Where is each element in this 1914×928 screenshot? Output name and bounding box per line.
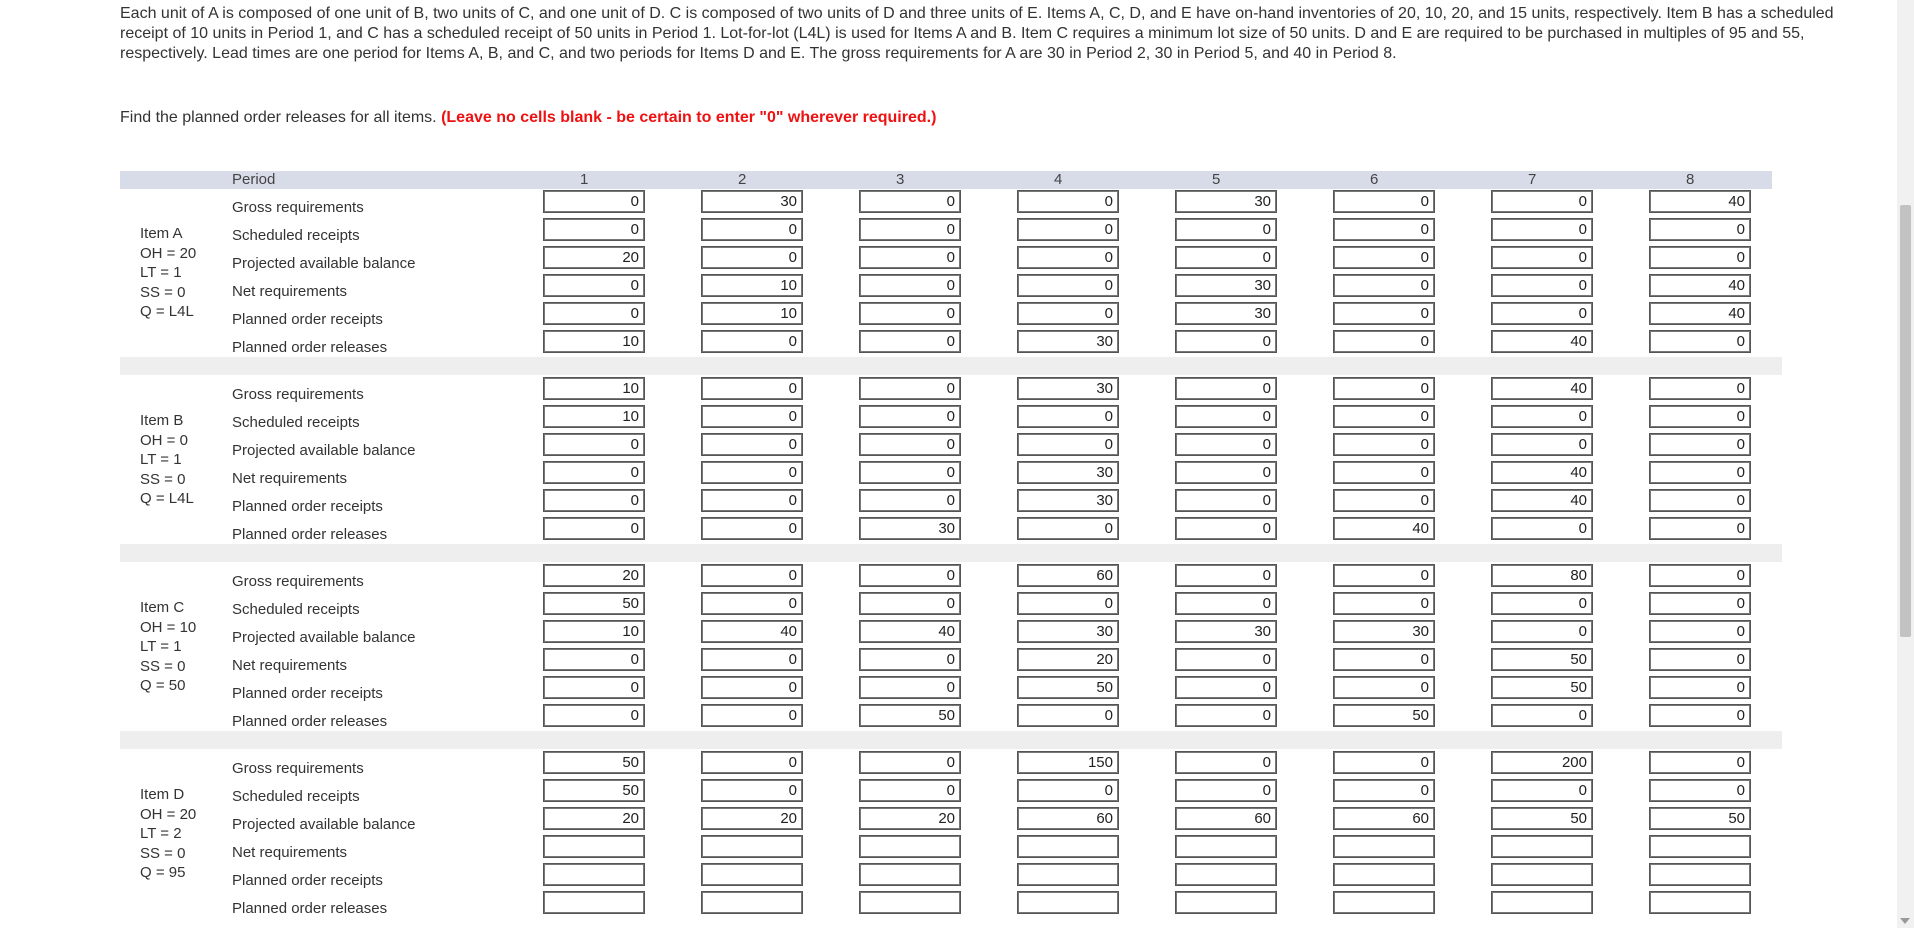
item-b-planned-order-releases-input[interactable] bbox=[701, 517, 803, 540]
item-c-planned-order-releases-input[interactable] bbox=[859, 704, 961, 727]
item-c-scheduled-receipts-input[interactable] bbox=[701, 592, 803, 615]
item-c-planned-order-receipts-input[interactable] bbox=[1333, 676, 1435, 699]
item-d-gross-requirements-input[interactable] bbox=[1333, 751, 1435, 774]
row-label-planned-order-receipts: Planned order receipts bbox=[232, 685, 383, 702]
item-c-gross-requirements-input[interactable] bbox=[859, 564, 961, 587]
item-c-planned-order-receipts-input[interactable] bbox=[1017, 676, 1119, 699]
item-d-planned-order-releases-input[interactable] bbox=[701, 891, 803, 914]
row-label-scheduled-receipts: Scheduled receipts bbox=[232, 414, 360, 431]
item-a-projected-available-balance-input[interactable] bbox=[543, 246, 645, 269]
period-number-2: 2 bbox=[738, 171, 747, 188]
item-b-planned-order-receipts-input[interactable] bbox=[1333, 489, 1435, 512]
item-b-net-requirements-input[interactable] bbox=[543, 461, 645, 484]
item-b-scheduled-receipts-input[interactable] bbox=[701, 405, 803, 428]
item-a-net-requirements-input[interactable] bbox=[701, 274, 803, 297]
row-label-gross-requirements: Gross requirements bbox=[232, 199, 364, 216]
item-c-gross-requirements-input[interactable] bbox=[1175, 564, 1277, 587]
item-d-planned-order-releases-input[interactable] bbox=[859, 891, 961, 914]
item-c-info-line: OH = 10 bbox=[140, 618, 197, 636]
item-b-projected-available-balance-input[interactable] bbox=[1491, 433, 1593, 456]
item-d-net-requirements-input[interactable] bbox=[543, 835, 645, 858]
item-b-scheduled-receipts-input[interactable] bbox=[1649, 405, 1751, 428]
item-c-gross-requirements-input[interactable] bbox=[543, 564, 645, 587]
item-b-projected-available-balance-input[interactable] bbox=[1649, 433, 1751, 456]
item-b-planned-order-receipts-input[interactable] bbox=[543, 489, 645, 512]
item-b-projected-available-balance-input[interactable] bbox=[859, 433, 961, 456]
item-d-scheduled-receipts-input[interactable] bbox=[543, 779, 645, 802]
item-d-scheduled-receipts-input[interactable] bbox=[1649, 779, 1751, 802]
item-c-info-line: Item C bbox=[140, 599, 185, 616]
item-d-info-line: Item D bbox=[140, 786, 185, 803]
item-a-scheduled-receipts-input[interactable] bbox=[1491, 218, 1593, 241]
item-c-planned-order-releases-input[interactable] bbox=[701, 704, 803, 727]
item-a-info-line: Item A bbox=[140, 225, 183, 242]
item-a-planned-order-receipts-input[interactable] bbox=[1333, 302, 1435, 325]
item-b-net-requirements-input[interactable] bbox=[1491, 461, 1593, 484]
item-a-planned-order-releases-input[interactable] bbox=[1649, 330, 1751, 353]
item-c-planned-order-receipts-input[interactable] bbox=[1175, 676, 1277, 699]
row-label-planned-order-releases: Planned order releases bbox=[232, 339, 388, 356]
scrollbar-thumb[interactable] bbox=[1900, 205, 1911, 637]
item-b-scheduled-receipts-input[interactable] bbox=[1017, 405, 1119, 428]
item-c-gross-requirements-input[interactable] bbox=[1649, 564, 1751, 587]
item-c-scheduled-receipts-input[interactable] bbox=[1491, 592, 1593, 615]
item-c-info-line: Q = 50 bbox=[140, 677, 186, 694]
item-c-projected-available-balance-input[interactable] bbox=[859, 620, 961, 643]
item-d-planned-order-releases-input[interactable] bbox=[1491, 891, 1593, 914]
item-b-gross-requirements-input[interactable] bbox=[1649, 377, 1751, 400]
item-c-net-requirements-input[interactable] bbox=[1017, 648, 1119, 671]
item-d-gross-requirements-input[interactable] bbox=[1175, 751, 1277, 774]
item-b-projected-available-balance-input[interactable] bbox=[1333, 433, 1435, 456]
period-header-label: Period bbox=[232, 171, 276, 188]
item-d-planned-order-releases-input[interactable] bbox=[1333, 891, 1435, 914]
item-c-planned-order-releases-input[interactable] bbox=[1175, 704, 1277, 727]
item-a-info-line: LT = 1 bbox=[140, 264, 182, 281]
item-b-projected-available-balance-input[interactable] bbox=[543, 433, 645, 456]
item-a-info-line: Q = L4L bbox=[140, 303, 194, 320]
row-label-planned-order-receipts: Planned order receipts bbox=[232, 498, 383, 515]
row-label-projected-available-balance: Projected available balance bbox=[232, 816, 416, 833]
item-b-info-line: Q = L4L bbox=[140, 490, 194, 507]
item-c-net-requirements-input[interactable] bbox=[1333, 648, 1435, 671]
item-d-planned-order-releases-input[interactable] bbox=[1175, 891, 1277, 914]
item-c-net-requirements-input[interactable] bbox=[701, 648, 803, 671]
item-a-planned-order-receipts-input[interactable] bbox=[701, 302, 803, 325]
item-b-projected-available-balance-input[interactable] bbox=[1175, 433, 1277, 456]
item-b-planned-order-receipts-input[interactable] bbox=[1649, 489, 1751, 512]
item-a-projected-available-balance-input[interactable] bbox=[1175, 246, 1277, 269]
item-c-planned-order-releases-input[interactable] bbox=[543, 704, 645, 727]
item-b-gross-requirements-input[interactable] bbox=[1175, 377, 1277, 400]
item-b-info-line: Item B bbox=[140, 412, 184, 429]
item-b-planned-order-receipts-input[interactable] bbox=[701, 489, 803, 512]
item-b-gross-requirements-input[interactable] bbox=[1017, 377, 1119, 400]
item-d-net-requirements-input[interactable] bbox=[1175, 835, 1277, 858]
item-c-scheduled-receipts-input[interactable] bbox=[1017, 592, 1119, 615]
item-b-planned-order-receipts-input[interactable] bbox=[859, 489, 961, 512]
item-a-projected-available-balance-input[interactable] bbox=[1491, 246, 1593, 269]
row-label-net-requirements: Net requirements bbox=[232, 283, 348, 300]
item-b-info-line: LT = 1 bbox=[140, 451, 182, 468]
item-d-gross-requirements-input[interactable] bbox=[701, 751, 803, 774]
row-label-net-requirements: Net requirements bbox=[232, 470, 348, 487]
period-number-7: 7 bbox=[1528, 171, 1537, 188]
section-separator bbox=[120, 544, 1782, 562]
item-b-planned-order-releases-input[interactable] bbox=[1333, 517, 1435, 540]
item-c-projected-available-balance-input[interactable] bbox=[543, 620, 645, 643]
item-c-planned-order-receipts-input[interactable] bbox=[859, 676, 961, 699]
item-b-info-line: OH = 0 bbox=[140, 431, 188, 449]
row-label-scheduled-receipts: Scheduled receipts bbox=[232, 227, 360, 244]
item-d-net-requirements-input[interactable] bbox=[1017, 835, 1119, 858]
item-a-scheduled-receipts-input[interactable] bbox=[1649, 218, 1751, 241]
item-d-planned-order-receipts-input[interactable] bbox=[1649, 863, 1751, 886]
item-a-planned-order-releases-input[interactable] bbox=[1175, 330, 1277, 353]
item-c-scheduled-receipts-input[interactable] bbox=[1649, 592, 1751, 615]
item-d-planned-order-receipts-input[interactable] bbox=[1333, 863, 1435, 886]
item-b-gross-requirements-input[interactable] bbox=[701, 377, 803, 400]
row-label-planned-order-releases: Planned order releases bbox=[232, 900, 388, 917]
item-c-planned-order-releases-input[interactable] bbox=[1649, 704, 1751, 727]
period-number-5: 5 bbox=[1212, 171, 1221, 188]
item-d-projected-available-balance-input[interactable] bbox=[1491, 807, 1593, 830]
item-b-planned-order-releases-input[interactable] bbox=[1491, 517, 1593, 540]
item-d-gross-requirements-input[interactable] bbox=[1017, 751, 1119, 774]
item-a-projected-available-balance-input[interactable] bbox=[1017, 246, 1119, 269]
item-b-net-requirements-input[interactable] bbox=[859, 461, 961, 484]
item-a-planned-order-receipts-input[interactable] bbox=[1491, 302, 1593, 325]
item-d-projected-available-balance-input[interactable] bbox=[1333, 807, 1435, 830]
item-d-projected-available-balance-input[interactable] bbox=[701, 807, 803, 830]
item-b-planned-order-releases-input[interactable] bbox=[859, 517, 961, 540]
item-d-projected-available-balance-input[interactable] bbox=[1649, 807, 1751, 830]
item-a-net-requirements-input[interactable] bbox=[859, 274, 961, 297]
item-c-gross-requirements-input[interactable] bbox=[1333, 564, 1435, 587]
item-d-projected-available-balance-input[interactable] bbox=[1175, 807, 1277, 830]
item-c-planned-order-releases-input[interactable] bbox=[1333, 704, 1435, 727]
item-d-planned-order-releases-input[interactable] bbox=[1649, 891, 1751, 914]
item-c-projected-available-balance-input[interactable] bbox=[1491, 620, 1593, 643]
section-separator bbox=[120, 731, 1782, 749]
item-a-gross-requirements-input[interactable] bbox=[1491, 190, 1593, 213]
item-a-planned-order-releases-input[interactable] bbox=[859, 330, 961, 353]
row-label-planned-order-receipts: Planned order receipts bbox=[232, 872, 383, 889]
item-a-gross-requirements-input[interactable] bbox=[543, 190, 645, 213]
item-d-gross-requirements-input[interactable] bbox=[1649, 751, 1751, 774]
item-d-gross-requirements-input[interactable] bbox=[543, 751, 645, 774]
item-a-planned-order-releases-input[interactable] bbox=[543, 330, 645, 353]
item-c-gross-requirements-input[interactable] bbox=[1491, 564, 1593, 587]
item-d-scheduled-receipts-input[interactable] bbox=[1175, 779, 1277, 802]
item-c-planned-order-releases-input[interactable] bbox=[1017, 704, 1119, 727]
item-c-scheduled-receipts-input[interactable] bbox=[543, 592, 645, 615]
item-b-net-requirements-input[interactable] bbox=[1333, 461, 1435, 484]
item-a-planned-order-receipts-input[interactable] bbox=[1175, 302, 1277, 325]
item-b-net-requirements-input[interactable] bbox=[1649, 461, 1751, 484]
item-a-projected-available-balance-input[interactable] bbox=[859, 246, 961, 269]
item-d-net-requirements-input[interactable] bbox=[1649, 835, 1751, 858]
vertical-scrollbar[interactable] bbox=[1897, 0, 1914, 928]
item-d-scheduled-receipts-input[interactable] bbox=[1017, 779, 1119, 802]
item-c-planned-order-receipts-input[interactable] bbox=[1649, 676, 1751, 699]
item-a-gross-requirements-input[interactable] bbox=[701, 190, 803, 213]
row-label-projected-available-balance: Projected available balance bbox=[232, 442, 416, 459]
item-b-gross-requirements-input[interactable] bbox=[543, 377, 645, 400]
item-d-net-requirements-input[interactable] bbox=[1491, 835, 1593, 858]
period-number-3: 3 bbox=[896, 171, 905, 188]
item-d-info-line: SS = 0 bbox=[140, 844, 186, 862]
item-c-projected-available-balance-input[interactable] bbox=[701, 620, 803, 643]
item-a-projected-available-balance-input[interactable] bbox=[1333, 246, 1435, 269]
item-b-scheduled-receipts-input[interactable] bbox=[1491, 405, 1593, 428]
item-d-info-line: OH = 20 bbox=[140, 805, 197, 823]
item-b-scheduled-receipts-input[interactable] bbox=[1175, 405, 1277, 428]
item-b-planned-order-receipts-input[interactable] bbox=[1017, 489, 1119, 512]
item-b-gross-requirements-input[interactable] bbox=[1333, 377, 1435, 400]
item-d-planned-order-receipts-input[interactable] bbox=[1017, 863, 1119, 886]
item-d-scheduled-receipts-input[interactable] bbox=[1491, 779, 1593, 802]
item-a-gross-requirements-input[interactable] bbox=[1175, 190, 1277, 213]
item-c-projected-available-balance-input[interactable] bbox=[1017, 620, 1119, 643]
instruction-main: Find the planned order releases for all items. bbox=[120, 109, 437, 126]
item-c-net-requirements-input[interactable] bbox=[1491, 648, 1593, 671]
item-a-info-line: SS = 0 bbox=[140, 283, 186, 301]
row-label-scheduled-receipts: Scheduled receipts bbox=[232, 601, 360, 618]
item-c-scheduled-receipts-input[interactable] bbox=[1333, 592, 1435, 615]
item-d-planned-order-releases-input[interactable] bbox=[1017, 891, 1119, 914]
item-a-planned-order-receipts-input[interactable] bbox=[1017, 302, 1119, 325]
row-label-gross-requirements: Gross requirements bbox=[232, 573, 364, 590]
item-a-scheduled-receipts-input[interactable] bbox=[1333, 218, 1435, 241]
item-c-gross-requirements-input[interactable] bbox=[1017, 564, 1119, 587]
item-a-net-requirements-input[interactable] bbox=[1333, 274, 1435, 297]
item-b-scheduled-receipts-input[interactable] bbox=[543, 405, 645, 428]
item-d-net-requirements-input[interactable] bbox=[859, 835, 961, 858]
item-c-projected-available-balance-input[interactable] bbox=[1649, 620, 1751, 643]
item-b-net-requirements-input[interactable] bbox=[1017, 461, 1119, 484]
item-a-gross-requirements-input[interactable] bbox=[1649, 190, 1751, 213]
item-d-planned-order-releases-input[interactable] bbox=[543, 891, 645, 914]
item-d-projected-available-balance-input[interactable] bbox=[543, 807, 645, 830]
item-d-info-line: LT = 2 bbox=[140, 825, 182, 842]
period-number-8: 8 bbox=[1686, 171, 1695, 188]
item-a-scheduled-receipts-input[interactable] bbox=[1017, 218, 1119, 241]
item-c-planned-order-receipts-input[interactable] bbox=[701, 676, 803, 699]
item-b-projected-available-balance-input[interactable] bbox=[1017, 433, 1119, 456]
item-b-gross-requirements-input[interactable] bbox=[1491, 377, 1593, 400]
item-d-net-requirements-input[interactable] bbox=[701, 835, 803, 858]
item-d-projected-available-balance-input[interactable] bbox=[859, 807, 961, 830]
item-a-gross-requirements-input[interactable] bbox=[859, 190, 961, 213]
row-label-projected-available-balance: Projected available balance bbox=[232, 255, 416, 272]
row-label-net-requirements: Net requirements bbox=[232, 657, 348, 674]
item-b-planned-order-releases-input[interactable] bbox=[1175, 517, 1277, 540]
item-a-net-requirements-input[interactable] bbox=[1175, 274, 1277, 297]
item-c-net-requirements-input[interactable] bbox=[1649, 648, 1751, 671]
item-a-projected-available-balance-input[interactable] bbox=[701, 246, 803, 269]
item-a-net-requirements-input[interactable] bbox=[1017, 274, 1119, 297]
item-d-gross-requirements-input[interactable] bbox=[859, 751, 961, 774]
item-a-scheduled-receipts-input[interactable] bbox=[701, 218, 803, 241]
item-b-planned-order-receipts-input[interactable] bbox=[1491, 489, 1593, 512]
row-label-projected-available-balance: Projected available balance bbox=[232, 629, 416, 646]
item-a-planned-order-receipts-input[interactable] bbox=[859, 302, 961, 325]
item-a-planned-order-releases-input[interactable] bbox=[701, 330, 803, 353]
period-number-6: 6 bbox=[1370, 171, 1379, 188]
item-c-scheduled-receipts-input[interactable] bbox=[1175, 592, 1277, 615]
item-d-projected-available-balance-input[interactable] bbox=[1017, 807, 1119, 830]
item-c-planned-order-receipts-input[interactable] bbox=[543, 676, 645, 699]
item-a-gross-requirements-input[interactable] bbox=[1017, 190, 1119, 213]
row-label-planned-order-releases: Planned order releases bbox=[232, 713, 388, 730]
row-label-scheduled-receipts: Scheduled receipts bbox=[232, 788, 360, 805]
item-d-info-line: Q = 95 bbox=[140, 864, 186, 881]
row-label-gross-requirements: Gross requirements bbox=[232, 386, 364, 403]
problem-statement: Each unit of A is composed of one unit of B, two units of C, and one unit of D. C is composed of two units of D and three units of E. Items A, C, D, and E have on-hand inventories of 20, 10, 20, and 15 units, respectively. Item B has a scheduled receipt of 10 units in Period 1, and C has a scheduled receipt of 50 units in Period 1. Lot-for-lot (L4L) is used for Items A and B. Item C requires a minimum lot size of 50 units. D and E are required to be purchased in multiples of 95 and 55, respectively. Lead times are one period for Items A, B, and C, and two periods for Items D and E. The gross requirements for A are 30 in Period 2, 30 in Period 5, and 40 in Period 8. bbox=[120, 5, 1834, 62]
item-a-scheduled-receipts-input[interactable] bbox=[859, 218, 961, 241]
item-a-planned-order-releases-input[interactable] bbox=[1491, 330, 1593, 353]
item-c-gross-requirements-input[interactable] bbox=[701, 564, 803, 587]
item-d-gross-requirements-input[interactable] bbox=[1491, 751, 1593, 774]
item-b-net-requirements-input[interactable] bbox=[701, 461, 803, 484]
item-b-scheduled-receipts-input[interactable] bbox=[1333, 405, 1435, 428]
item-a-scheduled-receipts-input[interactable] bbox=[1175, 218, 1277, 241]
item-a-info-line: OH = 20 bbox=[140, 244, 197, 262]
item-d-net-requirements-input[interactable] bbox=[1333, 835, 1435, 858]
item-b-gross-requirements-input[interactable] bbox=[859, 377, 961, 400]
item-a-planned-order-releases-input[interactable] bbox=[1017, 330, 1119, 353]
item-d-scheduled-receipts-input[interactable] bbox=[859, 779, 961, 802]
item-c-net-requirements-input[interactable] bbox=[543, 648, 645, 671]
item-b-planned-order-releases-input[interactable] bbox=[1017, 517, 1119, 540]
item-a-net-requirements-input[interactable] bbox=[543, 274, 645, 297]
item-c-net-requirements-input[interactable] bbox=[1175, 648, 1277, 671]
item-c-projected-available-balance-input[interactable] bbox=[1175, 620, 1277, 643]
item-b-scheduled-receipts-input[interactable] bbox=[859, 405, 961, 428]
item-a-scheduled-receipts-input[interactable] bbox=[543, 218, 645, 241]
item-d-scheduled-receipts-input[interactable] bbox=[701, 779, 803, 802]
item-c-planned-order-receipts-input[interactable] bbox=[1491, 676, 1593, 699]
item-d-planned-order-receipts-input[interactable] bbox=[701, 863, 803, 886]
row-label-planned-order-receipts: Planned order receipts bbox=[232, 311, 383, 328]
item-a-planned-order-receipts-input[interactable] bbox=[543, 302, 645, 325]
instruction-text bbox=[120, 108, 936, 128]
row-label-gross-requirements: Gross requirements bbox=[232, 760, 364, 777]
item-b-planned-order-receipts-input[interactable] bbox=[1175, 489, 1277, 512]
item-c-net-requirements-input[interactable] bbox=[859, 648, 961, 671]
section-separator bbox=[120, 357, 1782, 375]
item-c-info-line: SS = 0 bbox=[140, 657, 186, 675]
item-c-scheduled-receipts-input[interactable] bbox=[859, 592, 961, 615]
item-d-planned-order-receipts-input[interactable] bbox=[859, 863, 961, 886]
item-a-planned-order-receipts-input[interactable] bbox=[1649, 302, 1751, 325]
item-a-net-requirements-input[interactable] bbox=[1491, 274, 1593, 297]
item-a-projected-available-balance-input[interactable] bbox=[1649, 246, 1751, 269]
item-d-planned-order-receipts-input[interactable] bbox=[1175, 863, 1277, 886]
item-d-scheduled-receipts-input[interactable] bbox=[1333, 779, 1435, 802]
row-label-net-requirements: Net requirements bbox=[232, 844, 348, 861]
item-c-planned-order-releases-input[interactable] bbox=[1491, 704, 1593, 727]
item-c-projected-available-balance-input[interactable] bbox=[1333, 620, 1435, 643]
item-b-net-requirements-input[interactable] bbox=[1175, 461, 1277, 484]
scroll-down-arrow-icon[interactable] bbox=[1900, 918, 1910, 924]
item-a-gross-requirements-input[interactable] bbox=[1333, 190, 1435, 213]
item-a-planned-order-releases-input[interactable] bbox=[1333, 330, 1435, 353]
period-number-1: 1 bbox=[580, 171, 589, 188]
item-a-net-requirements-input[interactable] bbox=[1649, 274, 1751, 297]
item-b-info-line: SS = 0 bbox=[140, 470, 186, 488]
item-b-planned-order-releases-input[interactable] bbox=[543, 517, 645, 540]
row-label-planned-order-releases: Planned order releases bbox=[232, 526, 388, 543]
period-header-band bbox=[120, 171, 1772, 189]
item-d-planned-order-receipts-input[interactable] bbox=[543, 863, 645, 886]
item-b-planned-order-releases-input[interactable] bbox=[1649, 517, 1751, 540]
item-c-info-line: LT = 1 bbox=[140, 638, 182, 655]
period-number-4: 4 bbox=[1054, 171, 1063, 188]
item-b-projected-available-balance-input[interactable] bbox=[701, 433, 803, 456]
instruction-warning: (Leave no cells blank - be certain to enter "0" wherever required.) bbox=[441, 109, 937, 126]
item-d-planned-order-receipts-input[interactable] bbox=[1491, 863, 1593, 886]
